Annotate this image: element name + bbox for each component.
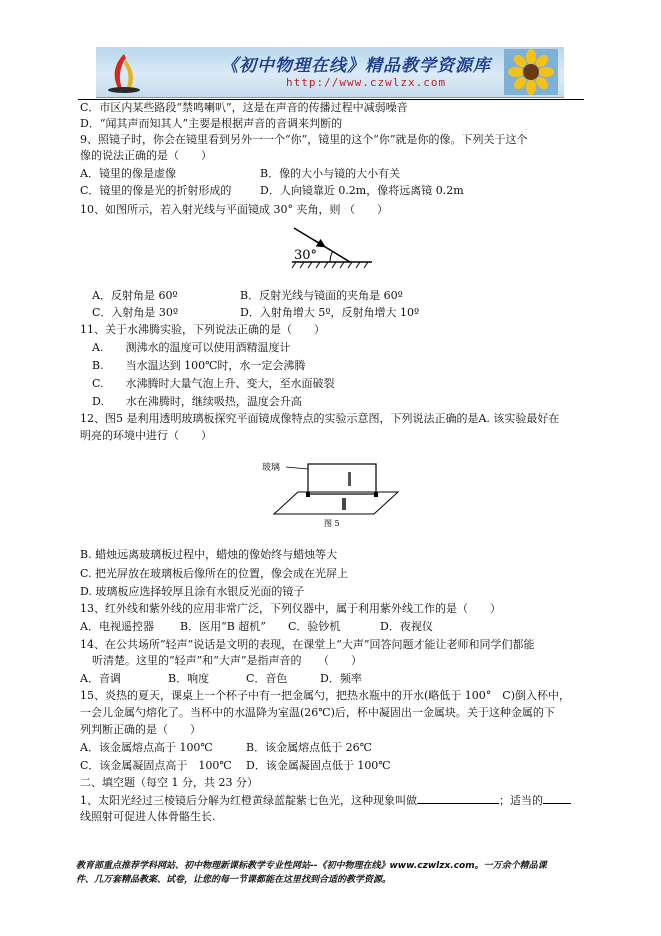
q11-option-a: A. 测沸水的温度可以使用酒精温度计: [92, 341, 291, 354]
q12-option-b: B. 蜡烛远离玻璃板过程中，蜡烛的像始终与蜡烛等大: [80, 548, 338, 561]
q12-stem-1: 12、图5 是利用透明玻璃板探究平面镜成像特点的实验示意图，下列说法正确的是A. 该实验最好在: [80, 412, 560, 425]
q11-stem: 11、关于水沸腾实验，下列说法正确的是（ ）: [80, 323, 325, 336]
fill-q1-line-2: 线照射可促进人体骨骼生长.: [80, 810, 216, 823]
q13-row: [80, 619, 590, 634]
fill-q1-line-1: [80, 792, 590, 808]
glass-plate-figure: [262, 458, 402, 528]
q9-row-1: [80, 166, 590, 181]
q9-option-a: A．镜里的像是虚像: [80, 167, 176, 180]
section-2-heading: 二、填空题（每空 1 分，共 23 分）: [80, 776, 258, 789]
q15-row-2: [80, 758, 590, 773]
q13-option-d: D．夜视仪: [380, 620, 433, 633]
banner-url[interactable]: http://www.czwlzx.com: [286, 76, 447, 89]
fill-q1-text-a: 1、太阳光经过三棱镜后分解为红橙黄绿蓝靛紫七色光，这种现象叫做: [80, 794, 417, 807]
q12-stem-2: 明亮的环境中进行（ ）: [80, 429, 212, 442]
q14-row: [80, 671, 590, 686]
mirror-angle-figure: [286, 224, 376, 274]
header-banner: [96, 47, 564, 98]
fill-blank-1[interactable]: [417, 792, 499, 804]
q12-option-c: C. 把光屏放在玻璃板后像所在的位置，像会成在光屏上: [80, 567, 349, 580]
q15-stem-2: 一会儿金属勺熔化了。当杯中的水温降为室温(26℃)后，杯中凝固出一金属块。关于这种金属的下: [80, 706, 555, 719]
q13-option-a: A．电视遥控器: [80, 620, 154, 633]
figure-caption: 图 5: [324, 519, 340, 528]
q8-option-d: D．“闻其声而知其人”主要是根据声音的音调来判断的: [80, 117, 343, 130]
banner-title: 《初中物理在线》精品教学资源库: [221, 56, 491, 76]
q15-row-1: [80, 740, 590, 755]
q10-stem: 10、如图所示，若入射光线与平面镜成 30° 夹角，则 （ ）: [80, 203, 388, 216]
q9-option-d: D．人向镜靠近 0.2m，像将远离镜 0.2m: [260, 184, 464, 197]
q10-option-c: C．入射角是 30º: [92, 306, 179, 319]
q15-stem-3: 列判断正确的是（ ）: [80, 723, 201, 736]
fill-blank-2[interactable]: [543, 792, 571, 804]
q9-option-b: B．像的大小与镜的大小有关: [260, 167, 401, 180]
q10-row-1: [80, 288, 590, 303]
q15-option-c: C．该金属凝固点高于 100℃: [80, 759, 232, 772]
q8-option-c: C．市区内某些路段“禁鸣喇叭”，这是在声音的传播过程中减弱噪音: [80, 101, 408, 114]
q15-option-a: A．该金属熔点高于 100℃: [80, 741, 213, 754]
q12-option-d: D. 玻璃板应选择较厚且涂有水银反光面的镜子: [80, 585, 305, 598]
q9-stem-2: 像的说法正确的是（ ）: [80, 149, 212, 162]
q15-option-b: B．该金属熔点低于 26℃: [246, 741, 372, 754]
q13-option-b: B．医用“B 超机”: [180, 620, 266, 633]
sunflower-icon: [504, 49, 558, 95]
q11-option-b: B. 当水温达到 100℃时，水一定会沸腾: [92, 359, 306, 372]
q10-option-d: D．入射角增大 5º，反射角增大 10º: [240, 306, 420, 319]
q9-row-2: [80, 183, 590, 198]
q11-option-c: C. 水沸腾时大量气泡上升、变大，至水面破裂: [92, 377, 335, 390]
q10-option-a: A．反射角是 60º: [92, 289, 178, 302]
q14-option-c: C．音色: [246, 672, 288, 685]
footer-line-2: 件、几万套精品教案、试卷，让您的每一节课都能在这里找到合适的教学资源。: [76, 875, 392, 885]
q10-option-b: B．反射光线与镜面的夹角是 60º: [240, 289, 403, 302]
q13-stem: 13、红外线和紫外线的应用非常广泛，下列仪器中，属于利用紫外线工作的是（ ）: [80, 602, 501, 615]
fill-q1-text-b: ；适当的: [499, 794, 543, 807]
q14-option-b: B．响度: [168, 672, 210, 685]
angle-label: 30°: [294, 248, 318, 263]
site-logo-icon: [104, 50, 144, 94]
q10-row-2: [80, 305, 590, 320]
q15-option-d: D．该金属凝固点低于 100℃: [246, 759, 391, 772]
q14-stem-1: 14、在公共场所“轻声”说话是文明的表现，在课堂上“大声”回答问题才能让老师和同学们都能: [80, 638, 535, 651]
footer-line-1: 教育部重点推荐学科网站、初中物理新课标教学专业性网站--《初中物理在线》www.czwlzx.com。一万余个精品课: [76, 861, 547, 871]
glass-label: 玻璃: [262, 463, 281, 473]
q9-option-c: C．镜里的像是光的折射形成的: [80, 184, 232, 197]
q9-stem-1: 9、照镜子时，你会在镜里看到另外一一个“你”，镜里的这个“你”就是你的像。下列关于这个: [80, 133, 528, 146]
q15-stem-1: 15、炎热的夏天，课桌上一个杯子中有一把金属勺，把热水瓶中的开水(略低于 100° C)倒入杯中，: [80, 689, 570, 702]
q14-stem-2: 听清楚。这里的“轻声”和“大声”是指声音的 （ ）: [92, 654, 362, 667]
q14-option-d: D．频率: [320, 672, 362, 685]
q11-option-d: D. 水在沸腾时，继续吸热，温度会升高: [92, 395, 302, 408]
q14-option-a: A．音调: [80, 672, 121, 685]
q13-option-c: C．验钞机: [288, 620, 341, 633]
